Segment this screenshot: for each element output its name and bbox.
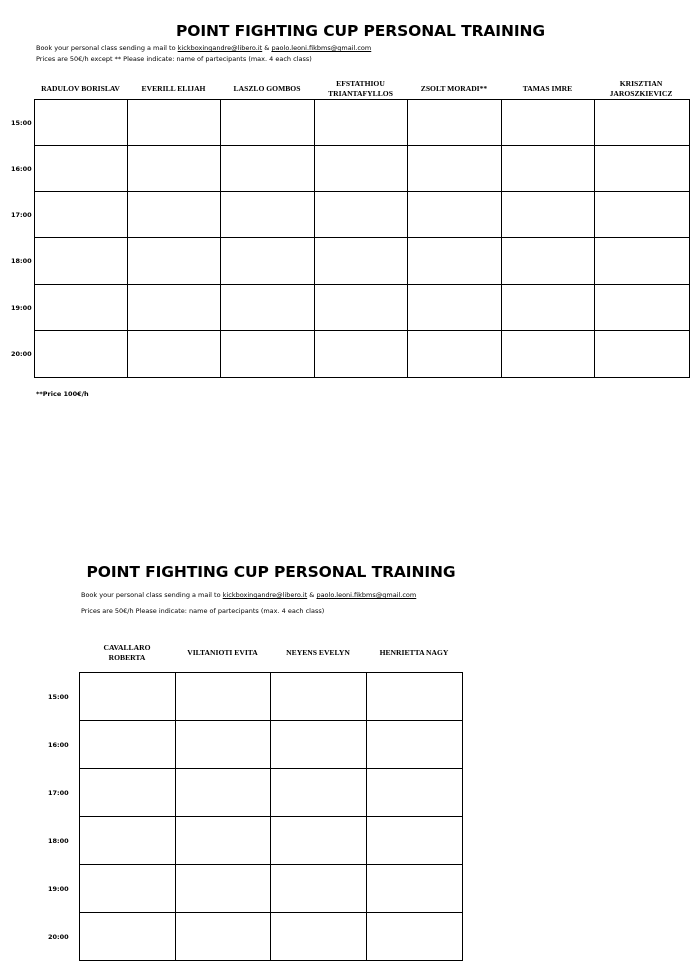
booking-slot[interactable] bbox=[502, 146, 595, 192]
booking-slot[interactable] bbox=[315, 146, 408, 192]
table-row bbox=[35, 331, 690, 378]
booking-slot[interactable] bbox=[80, 817, 176, 865]
time-label: 17:00 bbox=[11, 211, 32, 219]
booking-slot[interactable] bbox=[502, 100, 595, 146]
booking-slot[interactable] bbox=[367, 673, 463, 721]
schedule-grid bbox=[79, 672, 463, 961]
booking-slot[interactable] bbox=[595, 192, 690, 238]
table-row bbox=[35, 192, 690, 238]
time-label: 15:00 bbox=[11, 119, 32, 127]
email-link-1[interactable]: kickboxingandre@libero.it bbox=[177, 44, 263, 52]
booking-slot[interactable] bbox=[408, 192, 502, 238]
booking-prefix: Book your personal class sending a mail to bbox=[36, 44, 176, 52]
email-link-1[interactable]: kickboxingandre@libero.it bbox=[222, 591, 308, 599]
table-row bbox=[80, 865, 463, 913]
booking-prefix: Book your personal class sending a mail to bbox=[81, 591, 221, 599]
booking-slot[interactable] bbox=[221, 331, 315, 378]
time-label: 20:00 bbox=[48, 933, 69, 941]
trainer-header: EVERILL ELIJAH bbox=[141, 83, 206, 93]
trainer-header: NEYENS EVELYN bbox=[286, 647, 350, 657]
booking-slot[interactable] bbox=[221, 285, 315, 331]
booking-slot[interactable] bbox=[315, 100, 408, 146]
booking-slot[interactable] bbox=[128, 100, 221, 146]
booking-slot[interactable] bbox=[315, 331, 408, 378]
booking-slot[interactable] bbox=[408, 100, 502, 146]
booking-slot[interactable] bbox=[408, 238, 502, 285]
table-row bbox=[80, 817, 463, 865]
time-label: 15:00 bbox=[48, 693, 69, 701]
email-link-2[interactable]: paolo.leoni.fikbms@gmail.com bbox=[316, 591, 417, 599]
table-row bbox=[35, 146, 690, 192]
booking-slot[interactable] bbox=[271, 721, 367, 769]
booking-slot[interactable] bbox=[176, 913, 271, 961]
booking-slot[interactable] bbox=[35, 285, 128, 331]
booking-slot[interactable] bbox=[35, 100, 128, 146]
booking-slot[interactable] bbox=[80, 913, 176, 961]
price-footnote: **Price 100€/h bbox=[36, 390, 89, 398]
booking-joiner: & bbox=[309, 591, 315, 599]
time-label: 18:00 bbox=[11, 257, 32, 265]
trainer-header: ZSOLT MORADI** bbox=[420, 83, 488, 93]
booking-slot[interactable] bbox=[315, 285, 408, 331]
table-row bbox=[80, 673, 463, 721]
booking-slot[interactable] bbox=[80, 721, 176, 769]
time-label: 19:00 bbox=[11, 304, 32, 312]
time-label: 18:00 bbox=[48, 837, 69, 845]
booking-slot[interactable] bbox=[271, 865, 367, 913]
prices-line: Prices are 50€/h except ** Please indicate: name of partecipants (max. 4 each class) bbox=[36, 55, 312, 63]
schedule-title: POINT FIGHTING CUP PERSONAL TRAINING bbox=[86, 563, 456, 581]
trainer-header: VILTANIOTI EVITA bbox=[187, 647, 258, 657]
booking-slot[interactable] bbox=[595, 238, 690, 285]
booking-slot[interactable] bbox=[128, 331, 221, 378]
booking-slot[interactable] bbox=[221, 146, 315, 192]
booking-slot[interactable] bbox=[35, 146, 128, 192]
booking-slot[interactable] bbox=[221, 192, 315, 238]
booking-slot[interactable] bbox=[35, 192, 128, 238]
booking-slot[interactable] bbox=[502, 331, 595, 378]
booking-slot[interactable] bbox=[128, 285, 221, 331]
booking-slot[interactable] bbox=[176, 817, 271, 865]
booking-slot[interactable] bbox=[176, 673, 271, 721]
booking-line bbox=[36, 44, 371, 52]
time-label: 17:00 bbox=[48, 789, 69, 797]
booking-slot[interactable] bbox=[271, 817, 367, 865]
booking-slot[interactable] bbox=[595, 331, 690, 378]
booking-slot[interactable] bbox=[35, 331, 128, 378]
time-label: 19:00 bbox=[48, 885, 69, 893]
booking-slot[interactable] bbox=[271, 913, 367, 961]
table-row bbox=[35, 100, 690, 146]
trainer-header: LASZLO GOMBOS bbox=[233, 83, 301, 93]
booking-slot[interactable] bbox=[221, 238, 315, 285]
email-link-2[interactable]: paolo.leoni.fikbms@gmail.com bbox=[271, 44, 372, 52]
booking-slot[interactable] bbox=[502, 192, 595, 238]
booking-slot[interactable] bbox=[408, 146, 502, 192]
booking-joiner: & bbox=[264, 44, 270, 52]
schedule-grid bbox=[34, 99, 690, 378]
booking-slot[interactable] bbox=[408, 331, 502, 378]
time-label: 20:00 bbox=[11, 350, 32, 358]
time-label: 16:00 bbox=[48, 741, 69, 749]
booking-slot[interactable] bbox=[80, 865, 176, 913]
booking-slot[interactable] bbox=[367, 769, 463, 817]
booking-slot[interactable] bbox=[128, 238, 221, 285]
booking-slot[interactable] bbox=[595, 146, 690, 192]
booking-slot[interactable] bbox=[595, 100, 690, 146]
trainer-header: CAVALLARO ROBERTA bbox=[103, 643, 151, 662]
booking-slot[interactable] bbox=[35, 238, 128, 285]
booking-slot[interactable] bbox=[367, 913, 463, 961]
booking-slot[interactable] bbox=[176, 769, 271, 817]
table-row bbox=[35, 238, 690, 285]
trainer-header: TAMAS IMRE bbox=[522, 83, 573, 93]
booking-slot[interactable] bbox=[128, 192, 221, 238]
booking-slot[interactable] bbox=[128, 146, 221, 192]
booking-slot[interactable] bbox=[502, 285, 595, 331]
booking-line bbox=[81, 591, 416, 599]
trainer-header: KRISZTIAN JAROSZKIEVICZ bbox=[609, 79, 673, 98]
booking-slot[interactable] bbox=[271, 769, 367, 817]
table-row bbox=[35, 285, 690, 331]
booking-slot[interactable] bbox=[80, 769, 176, 817]
booking-slot[interactable] bbox=[595, 285, 690, 331]
time-label: 16:00 bbox=[11, 165, 32, 173]
booking-slot[interactable] bbox=[502, 238, 595, 285]
table-row bbox=[80, 913, 463, 961]
booking-slot[interactable] bbox=[315, 238, 408, 285]
table-row bbox=[80, 769, 463, 817]
trainer-header: EFSTATHIOU TRIANTAFYLLOS bbox=[328, 79, 393, 98]
booking-slot[interactable] bbox=[271, 673, 367, 721]
prices-line: Prices are 50€/h Please indicate: name of partecipants (max. 4 each class) bbox=[81, 607, 325, 615]
booking-slot[interactable] bbox=[315, 192, 408, 238]
booking-slot[interactable] bbox=[367, 721, 463, 769]
trainer-header: RADULOV BORISLAV bbox=[41, 83, 120, 93]
booking-slot[interactable] bbox=[176, 721, 271, 769]
table-row bbox=[80, 721, 463, 769]
booking-slot[interactable] bbox=[221, 100, 315, 146]
schedule-title: POINT FIGHTING CUP PERSONAL TRAINING bbox=[175, 22, 545, 40]
booking-slot[interactable] bbox=[367, 817, 463, 865]
booking-slot[interactable] bbox=[408, 285, 502, 331]
trainer-header: HENRIETTA NAGY bbox=[379, 647, 449, 657]
booking-slot[interactable] bbox=[80, 673, 176, 721]
booking-slot[interactable] bbox=[176, 865, 271, 913]
booking-slot[interactable] bbox=[367, 865, 463, 913]
